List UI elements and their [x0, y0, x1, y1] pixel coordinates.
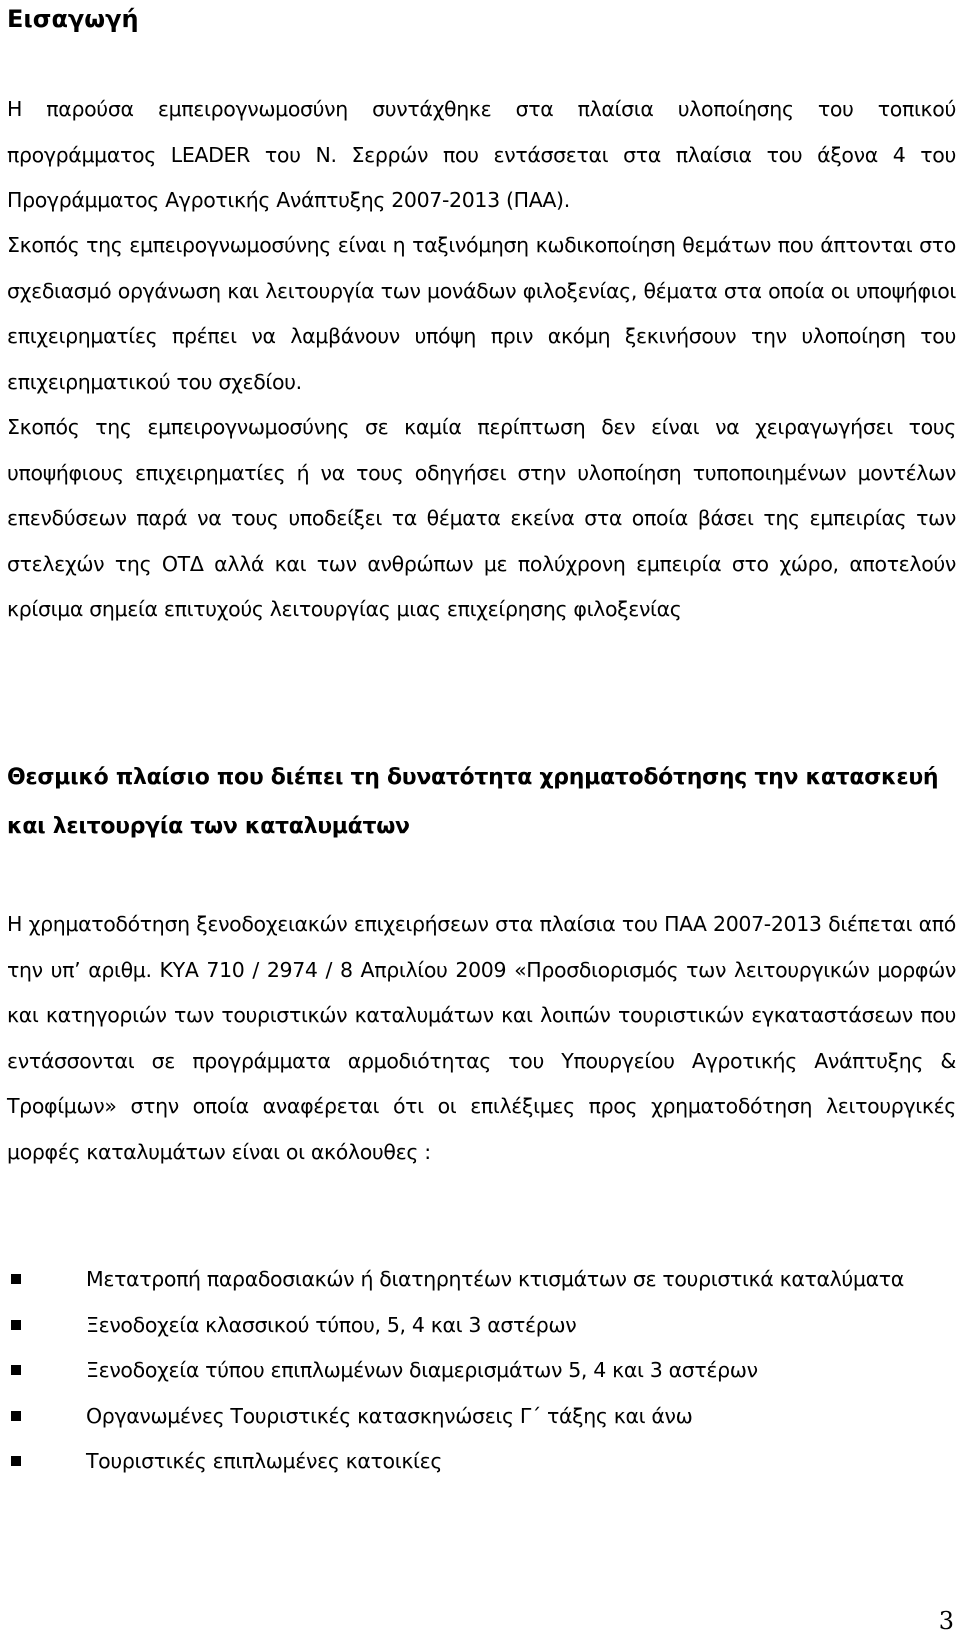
intro-paragraph-3: Σκοπός της εμπειρογνωμοσύνης σε καμία περίπτωση δεν είναι να χειραγωγήσει τους υποψήφιους επιχειρηματίες ή να τους οδηγήσει στην υλοποίηση τυποποιημένων μοντέλων επενδύσεων παρά να τους υποδείξει τα θέματα εκείνα στα οποία βάσει της εμπειρίας των στελεχών της ΟΤΔ αλλά και των ανθρώπων με πολύχρονη εμπειρία στο χώρο, αποτελούν κρίσιμα σημεία επιτυχούς λειτουργίας μιας επιχείρησης φιλοξενίας: [7, 415, 956, 621]
list-item-text: Οργανωμένες Τουριστικές κατασκηνώσεις Γ΄ τάξης και άνω: [86, 1403, 693, 1428]
list-item-text: Ξενοδοχεία τύπου επιπλωμένων διαμερισμάτων 5, 4 και 3 αστέρων: [86, 1358, 758, 1382]
list-item-text: Τουριστικές επιπλωμένες κατοικίες: [86, 1449, 443, 1473]
intro-paragraph-2: Σκοπός της εμπειρογνωμοσύνης είναι η ταξινόμηση κωδικοποίηση θεμάτων που άπτονται στο σχεδιασμό οργάνωση και λειτουργία των μονάδων φιλοξενίας, θέματα στα οποία οι υποψήφιοι επιχειρηματίες πρέπει να λαμβάνουν υπόψη πριν ακόμη ξεκινήσουν την υλοποίηση του επιχειρηματικού του σχεδίου.: [7, 233, 956, 394]
list-item-text: Μετατροπή παραδοσιακών ή διατηρητέων κτισμάτων σε τουριστικά καταλύματα: [86, 1267, 904, 1291]
section-title: Εισαγωγή: [7, 5, 139, 33]
eligible-forms-list: [0, 1257, 956, 1485]
intro-paragraph-1: Η παρούσα εμπειρογνωμοσύνη συντάχθηκε στα πλαίσια υλοποίησης του τοπικού προγράμματος LEADER του Ν. Σερρών που εντάσσεται στα πλαίσια του άξονα 4 του Προγράμματος Αγροτικής Ανάπτυξης 2007-2013 (ΠΑΑ).: [7, 97, 956, 212]
list-item: [0, 1439, 956, 1485]
square-bullet-icon: [11, 1411, 21, 1421]
list-item: [0, 1303, 956, 1349]
list-item-text: Ξενοδοχεία κλασσικού τύπου, 5, 4 και 3 αστέρων: [86, 1312, 577, 1337]
framework-heading: Θεσμικό πλαίσιο που διέπει τη δυνατότητα χρηματοδότησης την κατασκευή και λειτουργία των καταλυμάτων: [7, 765, 939, 839]
page-number: 3: [938, 1607, 954, 1635]
list-item: [0, 1394, 956, 1440]
list-item: [0, 1348, 956, 1394]
square-bullet-icon: [11, 1456, 21, 1466]
square-bullet-icon: [11, 1274, 21, 1284]
square-bullet-icon: [11, 1320, 21, 1330]
list-item: [0, 1257, 956, 1303]
framework-paragraph: Η χρηματοδότηση ξενοδοχειακών επιχειρήσεων στα πλαίσια του ΠΑΑ 2007-2013 διέπεται από την υπ’ αριθμ. ΚΥΑ 710 / 2974 / 8 Απριλίου 2009 «Προσδιορισμός των λειτουργικών μορφών και κατηγοριών των τουριστικών καταλυμάτων και λοιπών τουριστικών εγκαταστάσεων που εντάσσονται σε προγράμματα αρμοδιότητας του Υπουργείου Αγροτικής Ανάπτυξης & Τροφίμων» στην οποία αναφέρεται ότι οι επιλέξιμες προς χρηματοδότηση λειτουργικές μορφές καταλυμάτων είναι οι ακόλουθες :: [7, 912, 956, 1164]
square-bullet-icon: [11, 1365, 21, 1375]
